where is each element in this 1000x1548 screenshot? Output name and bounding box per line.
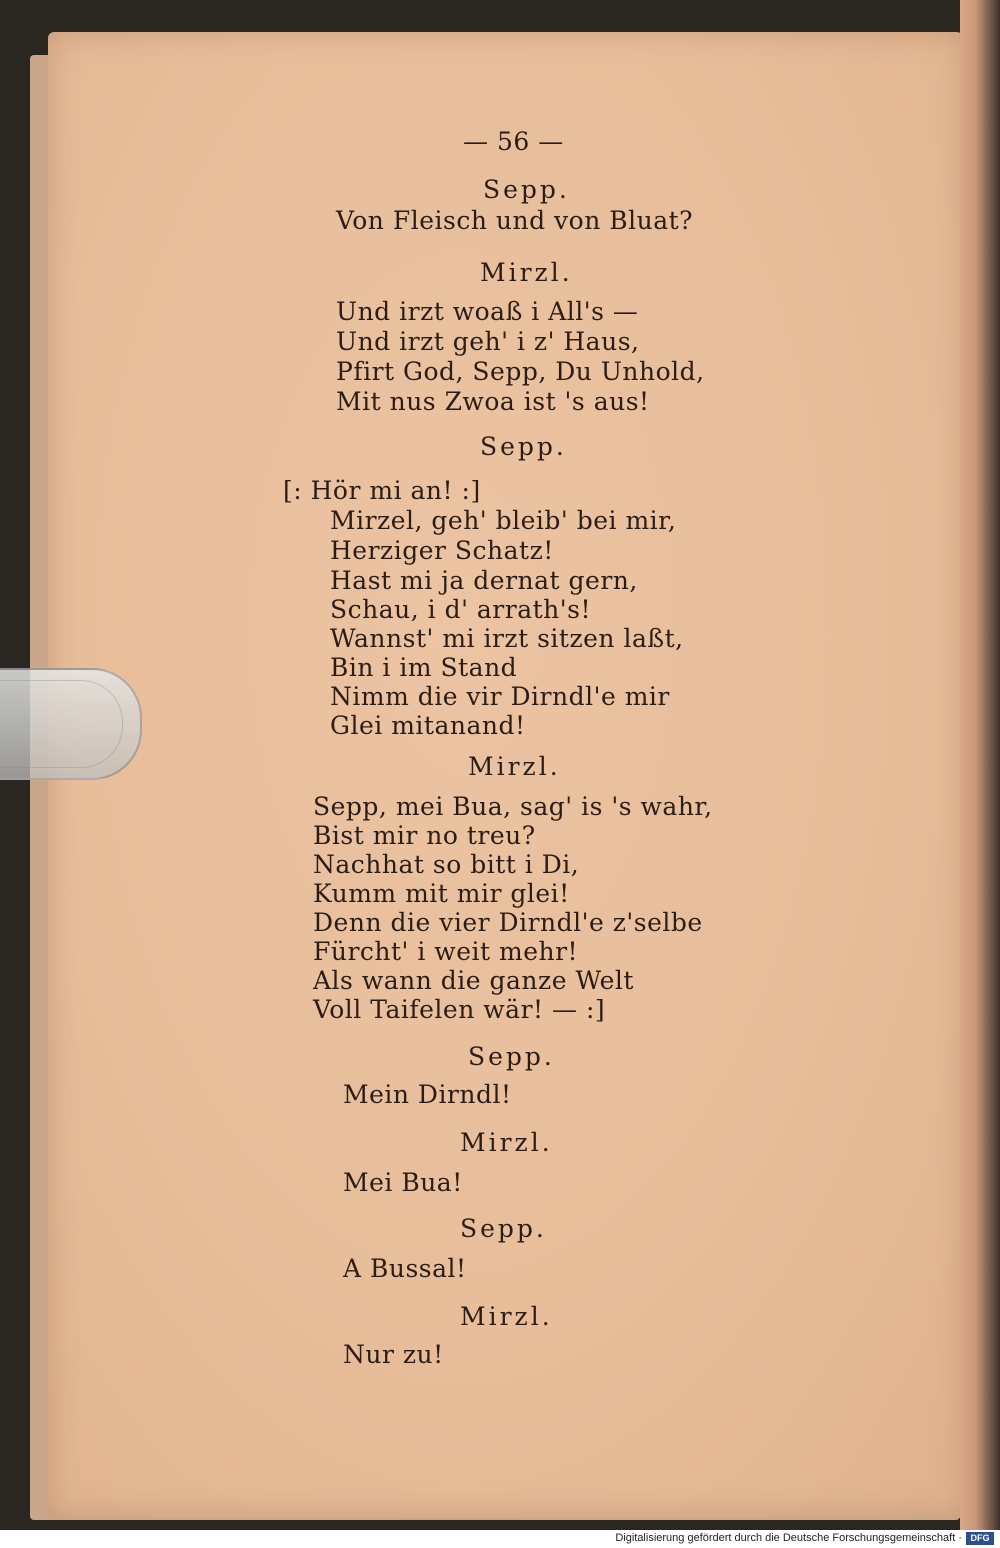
verse-line: Von Fleisch und von Bluat? (336, 206, 694, 235)
verse-line: Mein Dirndl! (343, 1080, 512, 1109)
speaker-name: Sepp. (483, 175, 570, 204)
verse-line: Wannst' mi irzt sitzen laßt, (330, 624, 684, 653)
verse-line: Nachhat so bitt i Di, (313, 850, 580, 879)
verse-line: A Bussal! (343, 1254, 467, 1283)
speaker-name: Sepp. (468, 1042, 555, 1071)
verse-line: Und irzt geh' i z' Haus, (336, 327, 640, 356)
speaker-name: Mirzl. (460, 1302, 553, 1331)
verse-line: Kumm mit mir glei! (313, 879, 570, 908)
verse-line: Hast mi ja dernat gern, (330, 566, 638, 595)
speaker-name: Sepp. (480, 432, 567, 461)
verse-line: Sepp, mei Bua, sag' is 's wahr, (313, 792, 713, 821)
verse-line: Denn die vier Dirndl'e z'selbe (313, 908, 703, 937)
footer-bar (0, 1530, 1000, 1548)
verse-line: Pfirt God, Sepp, Du Unhold, (336, 357, 705, 386)
speaker-name: Mirzl. (480, 258, 573, 287)
verse-line: Fürcht' i weit mehr! (313, 937, 579, 966)
book-binding (960, 0, 1000, 1530)
verse-line: Bist mir no treu? (313, 821, 536, 850)
dfg-logo-icon: DFG (966, 1532, 994, 1545)
page-clip-inner (0, 680, 123, 768)
speaker-name: Mirzl. (460, 1128, 553, 1157)
verse-line: Mirzel, geh' bleib' bei mir, (330, 506, 677, 535)
speaker-name: Mirzl. (468, 752, 561, 781)
verse-line: Und irzt woaß i All's — (336, 297, 639, 326)
page-number: — 56 — (463, 127, 564, 156)
verse-line: Nur zu! (343, 1340, 444, 1369)
verse-line: Mit nus Zwoa ist 's aus! (336, 387, 650, 416)
verse-line: Voll Taifelen wär! — :] (313, 995, 606, 1024)
verse-line: Schau, i d' arrath's! (330, 595, 592, 624)
funding-notice: Digitalisierung gefördert durch die Deutsche Forschungsgemeinschaft · (615, 1532, 962, 1544)
verse-line: [: Hör mi an! :] (283, 476, 481, 505)
verse-line: Bin i im Stand (330, 653, 518, 682)
verse-line: Nimm die vir Dirndl'e mir (330, 682, 670, 711)
verse-line: Herziger Schatz! (330, 536, 554, 565)
page-clip (0, 668, 142, 780)
speaker-name: Sepp. (460, 1214, 547, 1243)
verse-line: Mei Bua! (343, 1168, 463, 1197)
verse-line: Glei mitanand! (330, 711, 526, 740)
verse-line: Als wann die ganze Welt (313, 966, 634, 995)
book-page (48, 32, 966, 1518)
